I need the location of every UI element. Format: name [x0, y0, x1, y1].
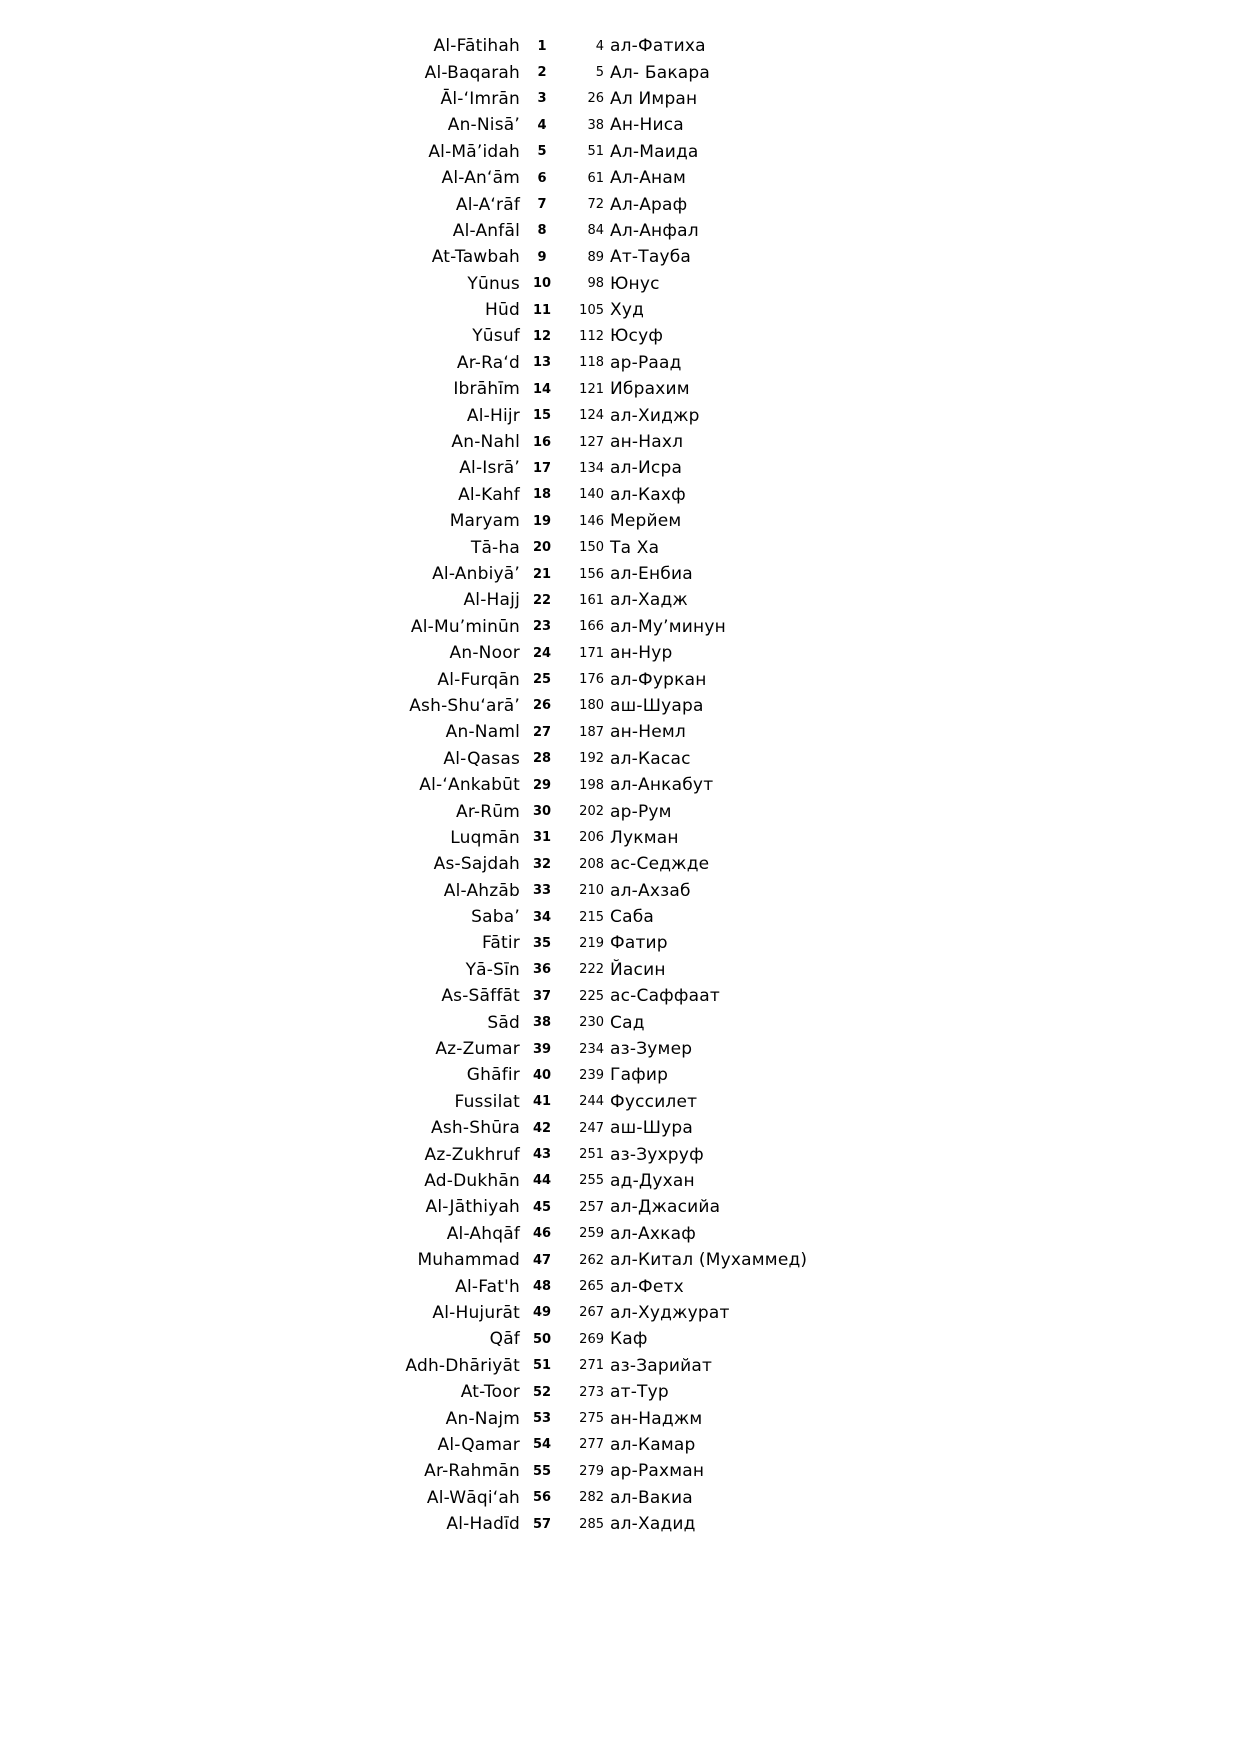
- surah-name-russian: ал-Камар: [610, 1434, 696, 1455]
- page-number: 180: [579, 698, 604, 714]
- surah-name-russian: ал-Фетх: [610, 1276, 684, 1297]
- surah-name-transliterated: Al-Ahzāb: [443, 880, 520, 901]
- table-row: [0, 323, 1240, 349]
- table-row: [0, 1273, 1240, 1299]
- page-number: 38: [587, 117, 604, 133]
- surah-number: 18: [532, 487, 552, 503]
- table-row: [0, 666, 1240, 692]
- surah-name-transliterated: Āl-‘Imrān: [440, 88, 520, 109]
- table-row: [0, 1221, 1240, 1247]
- surah-number: 29: [532, 777, 552, 793]
- table-row: [0, 112, 1240, 138]
- table-row: [0, 1036, 1240, 1062]
- surah-name-russian: Ал-Анам: [610, 168, 687, 189]
- surah-name-russian: ар-Рум: [610, 801, 672, 822]
- table-row: [0, 350, 1240, 376]
- surah-number: 19: [532, 513, 552, 529]
- table-row: [0, 719, 1240, 745]
- surah-name-transliterated: Al-Fātihah: [433, 36, 520, 57]
- surah-name-transliterated: An-Noor: [449, 643, 520, 664]
- surah-number: 26: [532, 698, 552, 714]
- surah-name-transliterated: Qāf: [489, 1329, 520, 1350]
- surah-number: 33: [532, 883, 552, 899]
- surah-number: 16: [532, 434, 552, 450]
- page-number: 275: [579, 1411, 604, 1426]
- table-row: [0, 878, 1240, 904]
- surah-name-russian: аз-Зарийат: [610, 1355, 713, 1376]
- surah-table-of-contents: [0, 33, 1240, 1537]
- surah-name-russian: Мерйем: [610, 511, 682, 532]
- page-number: 219: [579, 935, 604, 951]
- page-number: 26: [587, 91, 604, 107]
- surah-number: 31: [532, 830, 552, 846]
- table-row: [0, 429, 1240, 455]
- table-row: [0, 983, 1240, 1009]
- surah-name-russian: ал-Хадид: [610, 1514, 696, 1535]
- surah-name-russian: ал-Касас: [610, 748, 691, 769]
- surah-number: 8: [537, 223, 547, 239]
- surah-number: 14: [532, 381, 552, 397]
- table-row: [0, 244, 1240, 270]
- surah-number: 50: [532, 1331, 552, 1347]
- page-number: 187: [579, 724, 604, 740]
- surah-name-russian: ан-Нахл: [610, 432, 684, 453]
- surah-name-transliterated: Yā-Sīn: [465, 959, 520, 980]
- page-number: 222: [579, 962, 604, 978]
- surah-number: 27: [532, 724, 552, 740]
- surah-name-russian: Лукман: [610, 827, 679, 848]
- page-number: 215: [579, 909, 604, 925]
- surah-name-russian: ал-Ахкаф: [610, 1223, 696, 1244]
- page-number: 265: [579, 1279, 604, 1295]
- page-number: 255: [579, 1173, 604, 1189]
- surah-name-transliterated: Al-Isrā’: [459, 458, 520, 479]
- surah-name-transliterated: Al-Ahqāf: [446, 1223, 520, 1244]
- table-row: [0, 1405, 1240, 1431]
- surah-name-transliterated: Yūnus: [467, 273, 520, 294]
- surah-name-russian: Сад: [610, 1012, 645, 1033]
- page-number: 234: [579, 1041, 604, 1057]
- surah-name-russian: аз-Зумер: [610, 1039, 693, 1060]
- table-row: [0, 1379, 1240, 1405]
- surah-name-russian: ас-Седжде: [610, 854, 710, 875]
- surah-number: 9: [537, 249, 547, 265]
- page-number: 84: [587, 223, 604, 239]
- page-number: 282: [579, 1490, 604, 1506]
- table-row: [0, 165, 1240, 191]
- table-row: [0, 957, 1240, 983]
- page-number: 251: [579, 1147, 604, 1163]
- table-row: [0, 482, 1240, 508]
- page-number: 225: [579, 988, 604, 1004]
- surah-number: 35: [532, 935, 552, 951]
- surah-name-russian: ал-Джасийа: [610, 1197, 721, 1218]
- surah-name-russian: ал-Исра: [610, 458, 683, 479]
- table-row: [0, 534, 1240, 560]
- table-row: [0, 1353, 1240, 1379]
- page-number: 171: [579, 645, 604, 661]
- surah-number: 12: [532, 328, 552, 344]
- surah-name-transliterated: Al-Qamar: [437, 1434, 520, 1455]
- table-row: [0, 508, 1240, 534]
- surah-name-transliterated: Al-Kahf: [458, 484, 520, 505]
- surah-number: 21: [532, 566, 552, 582]
- page-number: 150: [579, 540, 604, 556]
- page-number: 202: [579, 804, 604, 820]
- surah-name-transliterated: Al-Hajj: [463, 590, 520, 611]
- page-number: 72: [587, 197, 604, 213]
- table-row: [0, 851, 1240, 877]
- surah-name-transliterated: Al-Hujurāt: [432, 1302, 520, 1323]
- surah-name-russian: Ал- Бакара: [610, 62, 711, 83]
- surah-number: 13: [532, 355, 552, 371]
- surah-number: 51: [532, 1358, 552, 1374]
- surah-name-russian: Гафир: [610, 1065, 669, 1086]
- surah-number: 53: [532, 1411, 552, 1426]
- table-row: [0, 376, 1240, 402]
- surah-name-russian: Та Ха: [610, 537, 660, 558]
- page-number: 5: [595, 65, 604, 81]
- table-row: [0, 1141, 1240, 1167]
- surah-name-transliterated: At-Tawbah: [431, 247, 520, 268]
- surah-number: 25: [532, 672, 552, 688]
- table-row: [0, 1511, 1240, 1537]
- page-number: 61: [587, 170, 604, 186]
- surah-number: 40: [532, 1067, 552, 1083]
- surah-name-transliterated: Ash-Shu‘arā’: [409, 695, 520, 716]
- surah-name-transliterated: Sād: [487, 1012, 520, 1033]
- surah-name-russian: ал-Фатиха: [610, 36, 706, 57]
- page-number: 161: [579, 592, 604, 608]
- surah-name-transliterated: As-Sāffāt: [441, 986, 520, 1007]
- surah-name-russian: ан-Наджм: [610, 1408, 703, 1429]
- surah-name-transliterated: Luqmān: [450, 827, 520, 848]
- table-row: [0, 1168, 1240, 1194]
- surah-name-transliterated: Hūd: [485, 300, 520, 321]
- page-number: 206: [579, 830, 604, 846]
- page-number: 230: [579, 1015, 604, 1031]
- page-number: 244: [579, 1094, 604, 1110]
- page-number: 269: [579, 1331, 604, 1347]
- surah-number: 36: [532, 962, 552, 978]
- page-number: 112: [579, 328, 604, 344]
- surah-name-transliterated: An-Nisā’: [447, 115, 520, 136]
- page-number: 105: [579, 302, 604, 318]
- surah-name-russian: ал-Фуркан: [610, 669, 707, 690]
- surah-name-transliterated: Al-Mu’minūn: [410, 616, 520, 637]
- surah-number: 6: [537, 170, 547, 186]
- surah-number: 42: [532, 1120, 552, 1136]
- surah-name-transliterated: Muhammad: [417, 1250, 520, 1271]
- table-row: [0, 1432, 1240, 1458]
- surah-name-transliterated: Al-Mā’idah: [428, 141, 520, 162]
- table-row: [0, 1247, 1240, 1273]
- table-row: [0, 218, 1240, 244]
- surah-number: 3: [537, 91, 547, 107]
- table-row: [0, 587, 1240, 613]
- surah-number: 5: [537, 144, 547, 160]
- surah-name-russian: Ал-Араф: [610, 194, 688, 215]
- page-number: 267: [579, 1305, 604, 1321]
- surah-name-russian: ат-Тур: [610, 1382, 669, 1403]
- table-row: [0, 930, 1240, 956]
- table-row: [0, 1300, 1240, 1326]
- surah-name-russian: ал-Худжурат: [610, 1302, 730, 1323]
- surah-number: 38: [532, 1015, 552, 1031]
- table-row: [0, 904, 1240, 930]
- page-number: 134: [579, 460, 604, 476]
- surah-name-russian: Юсуф: [610, 326, 664, 347]
- page-number: 140: [579, 487, 604, 503]
- page-number: 208: [579, 856, 604, 872]
- surah-number: 34: [532, 909, 552, 925]
- surah-name-transliterated: Maryam: [449, 511, 520, 532]
- surah-name-transliterated: As-Sajdah: [433, 854, 520, 875]
- surah-number: 52: [532, 1384, 552, 1400]
- surah-number: 20: [532, 540, 552, 556]
- surah-name-transliterated: Ad-Dukhān: [424, 1170, 520, 1191]
- surah-name-russian: Ал-Маида: [610, 141, 699, 162]
- surah-number: 11: [532, 302, 552, 318]
- surah-name-russian: Фатир: [610, 933, 668, 954]
- surah-name-russian: Саба: [610, 907, 654, 928]
- surah-name-transliterated: Tā-ha: [470, 537, 520, 558]
- surah-name-russian: ад-Духан: [610, 1170, 695, 1191]
- table-row: [0, 614, 1240, 640]
- table-row: [0, 191, 1240, 217]
- surah-name-transliterated: Saba’: [471, 907, 520, 928]
- surah-number: 7: [537, 197, 547, 213]
- surah-number: 45: [532, 1199, 552, 1215]
- surah-number: 55: [532, 1463, 552, 1479]
- surah-name-transliterated: Ar-Ra‘d: [456, 352, 520, 373]
- surah-number: 47: [532, 1252, 552, 1268]
- surah-name-transliterated: Al-Fat'h: [455, 1276, 520, 1297]
- surah-name-transliterated: Al-Baqarah: [424, 62, 520, 83]
- surah-number: 1: [537, 38, 547, 54]
- surah-number: 30: [532, 804, 552, 820]
- table-row: [0, 59, 1240, 85]
- surah-name-russian: Ибрахим: [610, 379, 690, 400]
- surah-number: 2: [537, 65, 547, 81]
- table-row: [0, 1326, 1240, 1352]
- page-number: 210: [579, 883, 604, 899]
- surah-name-transliterated: Az-Zukhruf: [424, 1144, 520, 1165]
- surah-name-russian: ал-Китал (Мухаммед): [610, 1250, 808, 1271]
- surah-number: 28: [532, 751, 552, 767]
- surah-name-russian: аш-Шуара: [610, 695, 704, 716]
- page-number: 146: [579, 513, 604, 529]
- page-number: 271: [579, 1358, 604, 1374]
- surah-name-russian: аш-Шура: [610, 1118, 693, 1139]
- surah-name-russian: ал-Хиджр: [610, 405, 700, 426]
- surah-name-transliterated: Al-Hijr: [466, 405, 520, 426]
- page-number: 239: [579, 1067, 604, 1083]
- surah-name-transliterated: Ash-Shūra: [431, 1118, 520, 1139]
- table-row: [0, 33, 1240, 59]
- page-number: 176: [579, 672, 604, 688]
- surah-name-russian: ал-Му’минун: [610, 616, 726, 637]
- surah-number: 43: [532, 1147, 552, 1163]
- surah-name-russian: аз-Зухруф: [610, 1144, 704, 1165]
- surah-name-transliterated: Al-Jāthiyah: [425, 1197, 520, 1218]
- table-row: [0, 1062, 1240, 1088]
- table-row: [0, 139, 1240, 165]
- surah-number: 24: [532, 645, 552, 661]
- surah-name-transliterated: Al-Anfāl: [452, 220, 520, 241]
- page-number: 166: [579, 619, 604, 635]
- page-number: 121: [579, 381, 604, 397]
- table-row: [0, 798, 1240, 824]
- table-row: [0, 455, 1240, 481]
- surah-number: 46: [532, 1226, 552, 1242]
- surah-number: 17: [532, 460, 552, 476]
- table-row: [0, 640, 1240, 666]
- surah-number: 44: [532, 1173, 552, 1189]
- surah-number: 10: [532, 276, 552, 292]
- page-number: 156: [579, 566, 604, 582]
- surah-name-transliterated: Al-Anbiyā’: [432, 564, 520, 584]
- surah-name-russian: ал-Енбиа: [610, 564, 693, 584]
- page-number: 51: [587, 144, 604, 160]
- page-number: 285: [579, 1516, 604, 1532]
- surah-name-transliterated: An-Naml: [445, 722, 520, 743]
- page-number: 124: [579, 408, 604, 424]
- surah-name-russian: ас-Саффаат: [610, 986, 720, 1007]
- surah-number: 56: [532, 1490, 552, 1506]
- surah-name-russian: Каф: [610, 1329, 648, 1350]
- surah-number: 22: [532, 592, 552, 608]
- surah-name-russian: Ан-Ниса: [610, 115, 684, 136]
- table-row: [0, 1115, 1240, 1141]
- surah-name-transliterated: Al-Furqān: [437, 669, 520, 690]
- table-row: [0, 402, 1240, 428]
- page-number: 279: [579, 1463, 604, 1479]
- table-row: [0, 772, 1240, 798]
- surah-name-russian: ар-Рахман: [610, 1461, 705, 1482]
- surah-name-transliterated: An-Nahl: [451, 432, 520, 453]
- table-row: [0, 1458, 1240, 1484]
- table-row: [0, 1089, 1240, 1115]
- surah-name-transliterated: Fātir: [481, 933, 520, 954]
- surah-number: 57: [532, 1516, 552, 1532]
- surah-name-transliterated: Al-Hadīd: [446, 1514, 520, 1535]
- page-number: 192: [579, 751, 604, 767]
- table-row: [0, 693, 1240, 719]
- surah-number: 41: [532, 1094, 552, 1110]
- surah-name-russian: Ат-Тауба: [610, 247, 692, 268]
- surah-name-russian: ал-Хадж: [610, 590, 688, 611]
- surah-number: 15: [532, 408, 552, 424]
- page-number: 89: [587, 249, 604, 265]
- surah-name-russian: Фуссилет: [610, 1091, 698, 1112]
- page-number: 259: [579, 1226, 604, 1242]
- surah-number: 48: [532, 1279, 552, 1295]
- surah-name-russian: ал-Анкабут: [610, 775, 714, 796]
- surah-name-russian: ал-Ахзаб: [610, 880, 691, 901]
- surah-number: 49: [532, 1305, 552, 1321]
- surah-name-russian: Ал-Анфал: [610, 220, 699, 241]
- page-number: 98: [587, 276, 604, 292]
- surah-name-transliterated: Az-Zumar: [435, 1039, 520, 1060]
- page-number: 257: [579, 1199, 604, 1215]
- surah-name-russian: ал-Кахф: [610, 484, 686, 505]
- surah-number: 37: [532, 988, 552, 1004]
- page-number: 277: [579, 1437, 604, 1453]
- surah-name-transliterated: Yūsuf: [472, 326, 520, 347]
- surah-name-russian: ан-Немл: [610, 722, 686, 743]
- surah-number: 39: [532, 1041, 552, 1057]
- surah-name-transliterated: Adh-Dhāriyāt: [405, 1355, 520, 1376]
- table-row: [0, 746, 1240, 772]
- table-row: [0, 1009, 1240, 1035]
- table-row: [0, 271, 1240, 297]
- surah-name-russian: ан-Нур: [610, 643, 673, 664]
- surah-number: 54: [532, 1437, 552, 1453]
- surah-name-transliterated: Al-Qasas: [443, 748, 520, 769]
- surah-name-russian: Юнус: [610, 273, 660, 294]
- surah-name-transliterated: Fussilat: [454, 1091, 520, 1112]
- page-number: 262: [579, 1252, 604, 1268]
- surah-name-russian: Худ: [610, 300, 645, 321]
- surah-name-transliterated: Al-Wāqi‘ah: [426, 1487, 520, 1508]
- page-number: 247: [579, 1120, 604, 1136]
- surah-number: 32: [532, 856, 552, 872]
- surah-name-transliterated: An-Najm: [445, 1408, 520, 1429]
- page-number: 4: [595, 38, 604, 54]
- surah-name-russian: ал-Вакиа: [610, 1487, 693, 1508]
- surah-name-russian: ар-Раад: [610, 352, 682, 373]
- table-row: [0, 1194, 1240, 1220]
- surah-name-transliterated: Al-‘Ankabūt: [419, 775, 520, 796]
- page-number: 118: [579, 355, 604, 371]
- surah-name-transliterated: Ar-Rūm: [455, 801, 520, 822]
- surah-name-transliterated: Ghāfir: [466, 1065, 520, 1086]
- surah-name-transliterated: Ar-Rahmān: [424, 1461, 520, 1482]
- surah-name-transliterated: At-Toor: [460, 1382, 520, 1403]
- page-number: 127: [579, 434, 604, 450]
- table-row: [0, 86, 1240, 112]
- surah-number: 4: [537, 117, 547, 133]
- surah-number: 23: [532, 619, 552, 635]
- table-row: [0, 825, 1240, 851]
- table-row: [0, 297, 1240, 323]
- surah-name-russian: Ал Имран: [610, 88, 698, 109]
- surah-name-transliterated: Ibrāhīm: [453, 379, 520, 400]
- table-row: [0, 561, 1240, 587]
- surah-name-transliterated: Al-A‘rāf: [455, 194, 520, 215]
- page-number: 273: [579, 1384, 604, 1400]
- surah-name-russian: Йасин: [610, 959, 666, 980]
- page-number: 198: [579, 777, 604, 793]
- surah-name-transliterated: Al-An‘ām: [441, 168, 520, 189]
- table-row: [0, 1484, 1240, 1510]
